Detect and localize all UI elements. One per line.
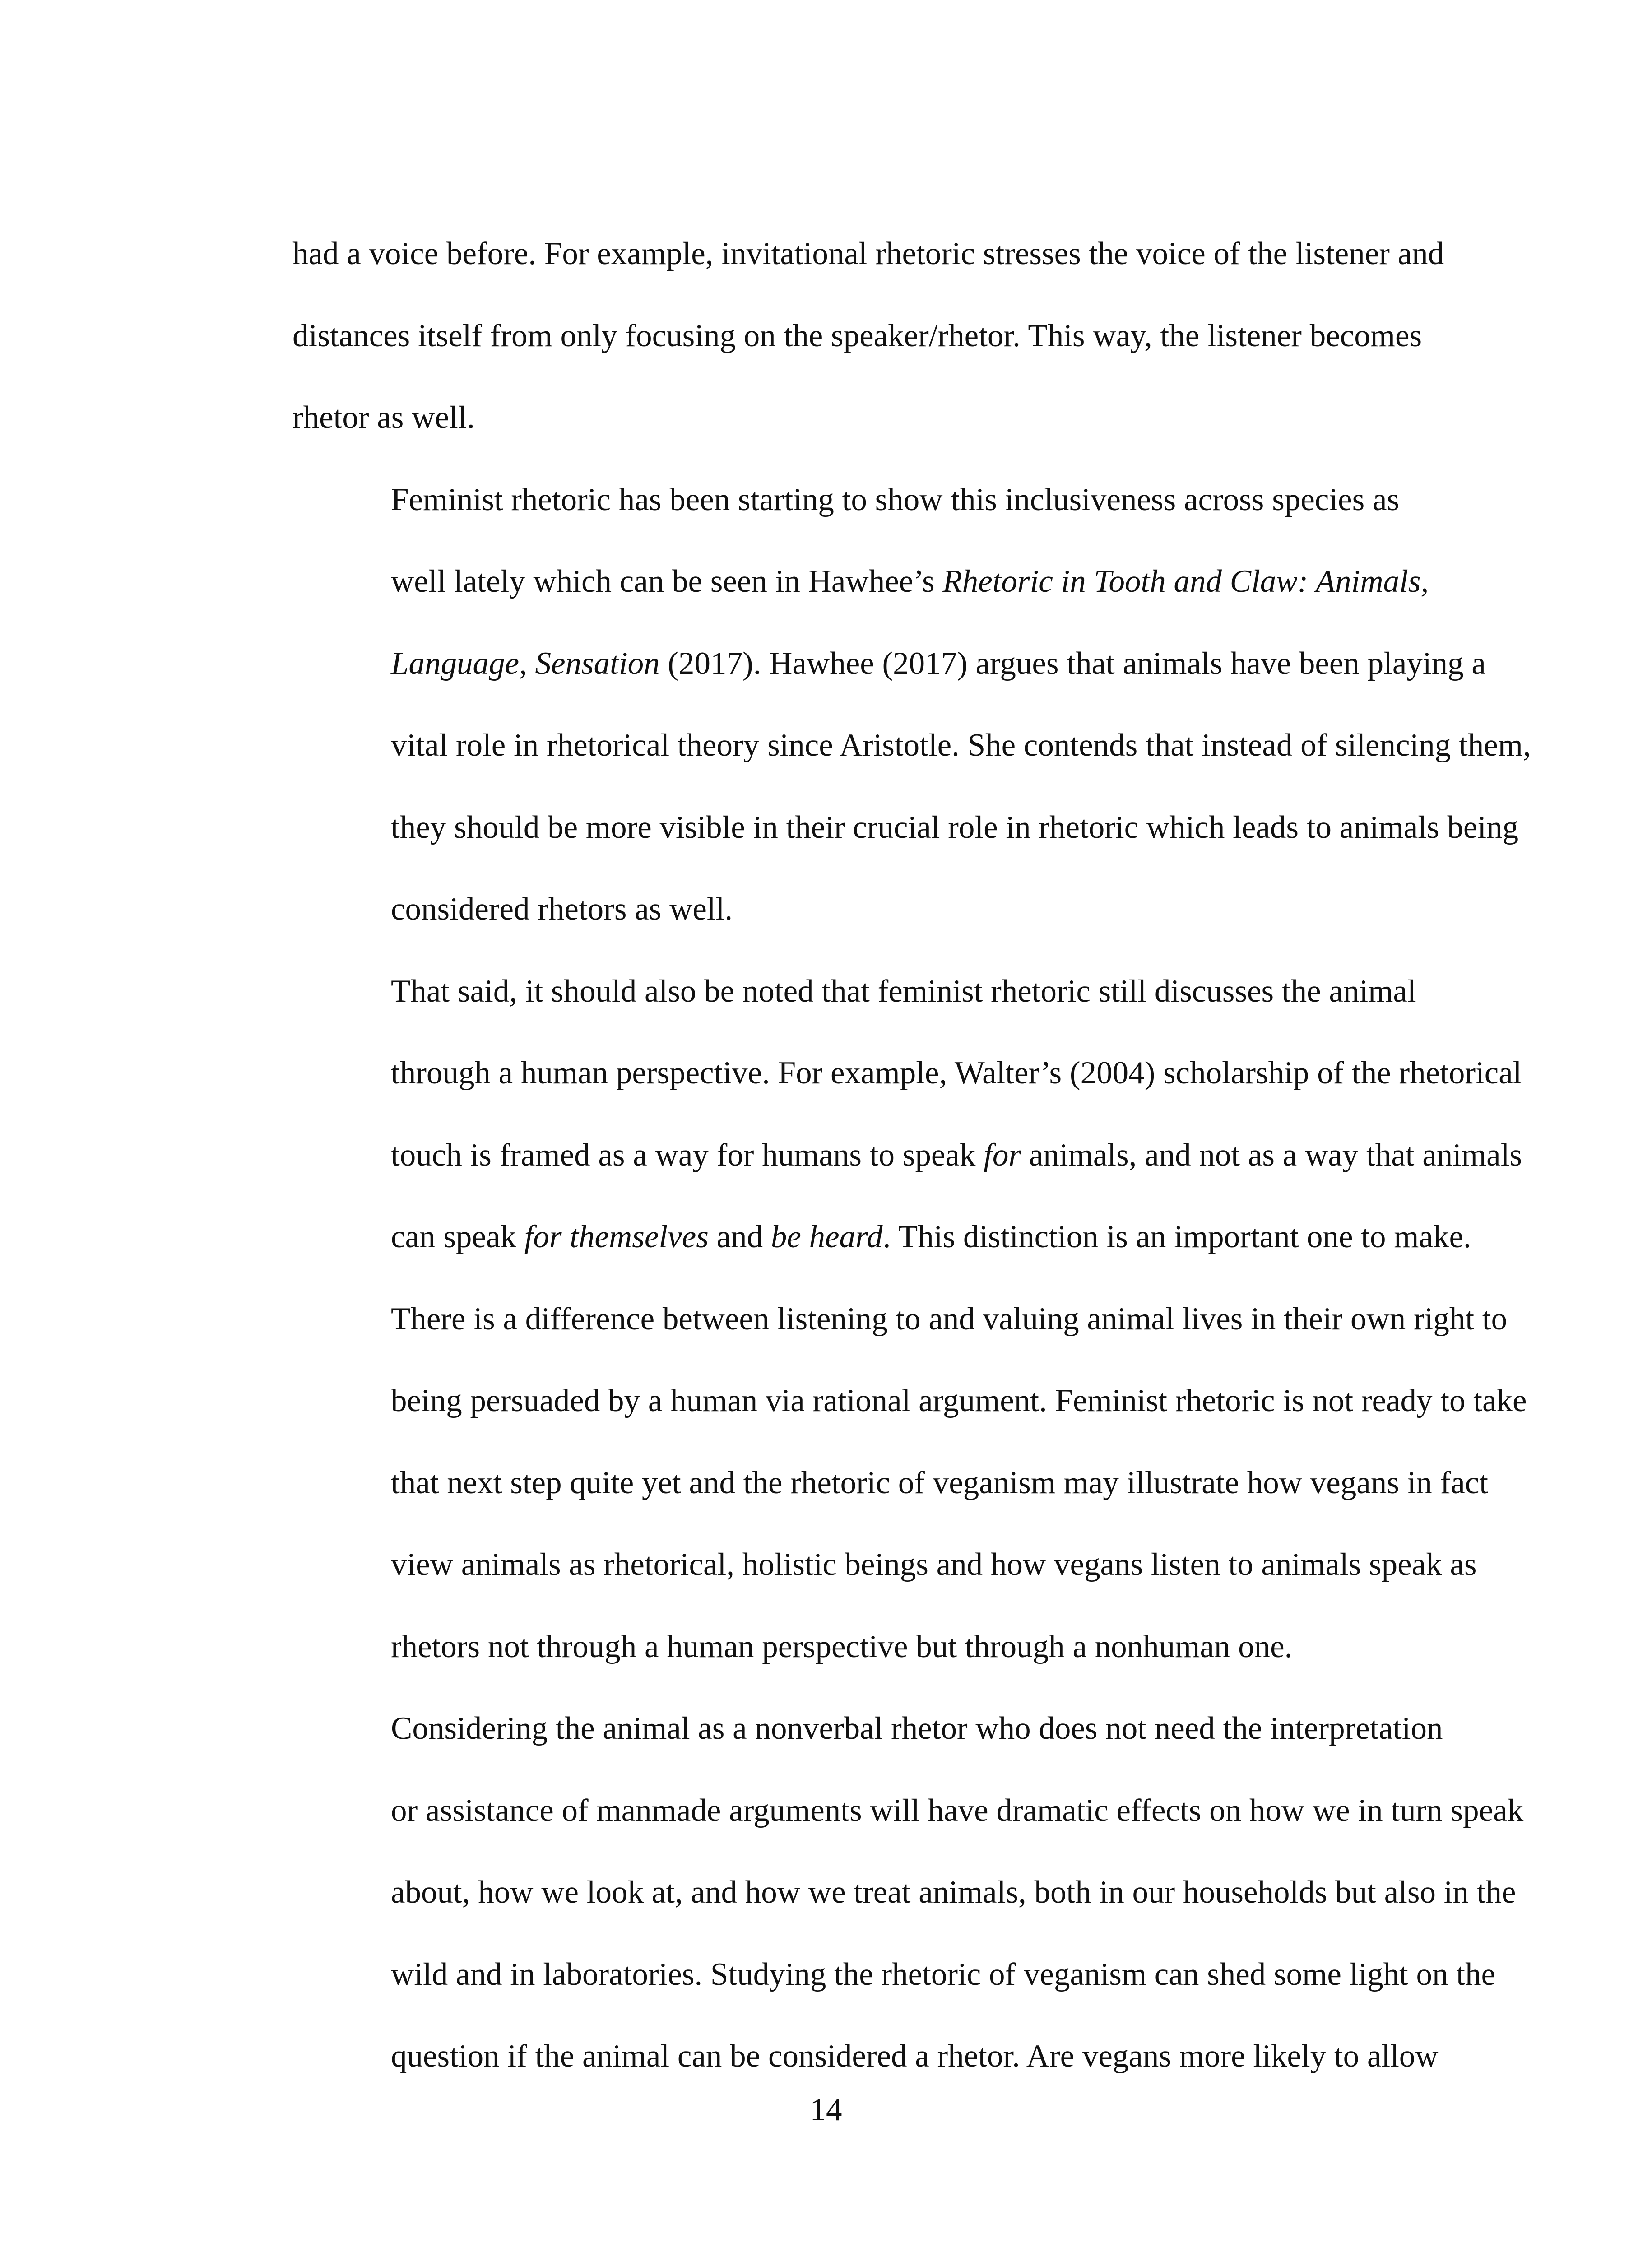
- text-run: wild and in laboratories. Studying the rhetoric of veganism can shed some light on the: [391, 1956, 1496, 1992]
- italic-text-run: for: [984, 1137, 1021, 1173]
- paragraph: [292, 1688, 1524, 2098]
- text-line: [292, 1032, 1522, 1115]
- text-line: [292, 623, 1486, 705]
- text-line: [292, 2016, 1475, 2098]
- text-run: about, how we look at, and how we treat animals, both in our households but also in the: [391, 1875, 1516, 1910]
- text-line: [292, 295, 1475, 377]
- text-line: [292, 1278, 1508, 1361]
- text-run: that next step quite yet and the rhetoric of veganism may illustrate how vegans in fact: [391, 1465, 1489, 1500]
- text-run: Considering the animal as a nonverbal rhetor who does not need the interpretation: [391, 1711, 1443, 1746]
- text-line: [292, 1688, 1475, 1770]
- paragraph: [292, 951, 1527, 1688]
- text-run: vital role in rhetorical theory since Aristotle. She contends that instead of silencing them,: [391, 728, 1531, 763]
- text-run: question if the animal can be considered a rhetor. Are vegans more likely to allow: [391, 2039, 1439, 2074]
- text-line: [292, 459, 1475, 541]
- text-run: well lately which can be seen in Hawhee’s: [391, 564, 943, 599]
- text-run: view animals as rhetorical, holistic beings and how vegans listen to animals speak as: [391, 1547, 1477, 1582]
- italic-text-run: for themselves: [524, 1219, 709, 1254]
- text-run: That said, it should also be noted that feminist rhetoric still discusses the animal: [391, 973, 1416, 1009]
- text-line: [292, 541, 1475, 623]
- text-run: animals, and not as a way that animals: [1021, 1137, 1522, 1173]
- text-run: considered rhetors as well.: [391, 892, 733, 927]
- text-run: and: [708, 1219, 771, 1254]
- paragraph: [292, 459, 1531, 951]
- text-run: rhetor as well.: [292, 400, 475, 435]
- text-line: [292, 787, 1519, 869]
- text-run: touch is framed as a way for humans to speak: [391, 1137, 984, 1173]
- text-run: (2017). Hawhee (2017) argues that animals have been playing a: [659, 646, 1486, 681]
- text-run: or assistance of manmade arguments will have dramatic effects on how we in turn speak: [391, 1793, 1524, 1828]
- text-run: rhetors not through a human perspective but through a nonhuman one.: [391, 1629, 1293, 1664]
- text-line: [292, 1524, 1475, 1606]
- italic-text-run: Rhetoric in Tooth and Claw: Animals,: [942, 564, 1429, 599]
- text-line: [292, 1196, 1475, 1278]
- text-run: they should be more visible in their crucial role in rhetoric which leads to animals being: [391, 809, 1519, 845]
- text-line: [292, 951, 1475, 1033]
- text-run: can speak: [391, 1219, 524, 1254]
- text-run: being persuaded by a human via rational argument. Feminist rhetoric is not ready to take: [391, 1383, 1527, 1418]
- italic-text-run: be heard: [770, 1219, 883, 1254]
- body-text: [292, 213, 1531, 2098]
- text-line: [292, 213, 1475, 295]
- text-run: distances itself from only focusing on the speaker/rhetor. This way, the listener becomes: [292, 318, 1422, 353]
- text-line: [292, 377, 1475, 459]
- page-number: 14: [810, 2092, 842, 2127]
- text-line: [292, 1606, 1475, 1688]
- text-line: [292, 1115, 1522, 1197]
- text-run: Feminist rhetoric has been starting to show this inclusiveness across species as: [391, 482, 1400, 517]
- text-line: [292, 1442, 1489, 1524]
- text-line: [292, 868, 1475, 951]
- text-line: [292, 1770, 1524, 1852]
- text-run: . This distinction is an important one to make.: [882, 1219, 1471, 1254]
- text-line: [292, 1852, 1516, 1934]
- text-line: [292, 705, 1531, 787]
- paragraph: [292, 213, 1475, 459]
- text-line: [292, 1934, 1496, 2016]
- text-line: [292, 1360, 1527, 1442]
- text-run: There is a difference between listening to and valuing animal lives in their own right to: [391, 1301, 1508, 1337]
- text-run: had a voice before. For example, invitational rhetoric stresses the voice of the listener and: [292, 236, 1444, 271]
- italic-text-run: Language, Sensation: [391, 646, 660, 681]
- text-run: through a human perspective. For example, Walter’s (2004) scholarship of the rhetorical: [391, 1055, 1522, 1091]
